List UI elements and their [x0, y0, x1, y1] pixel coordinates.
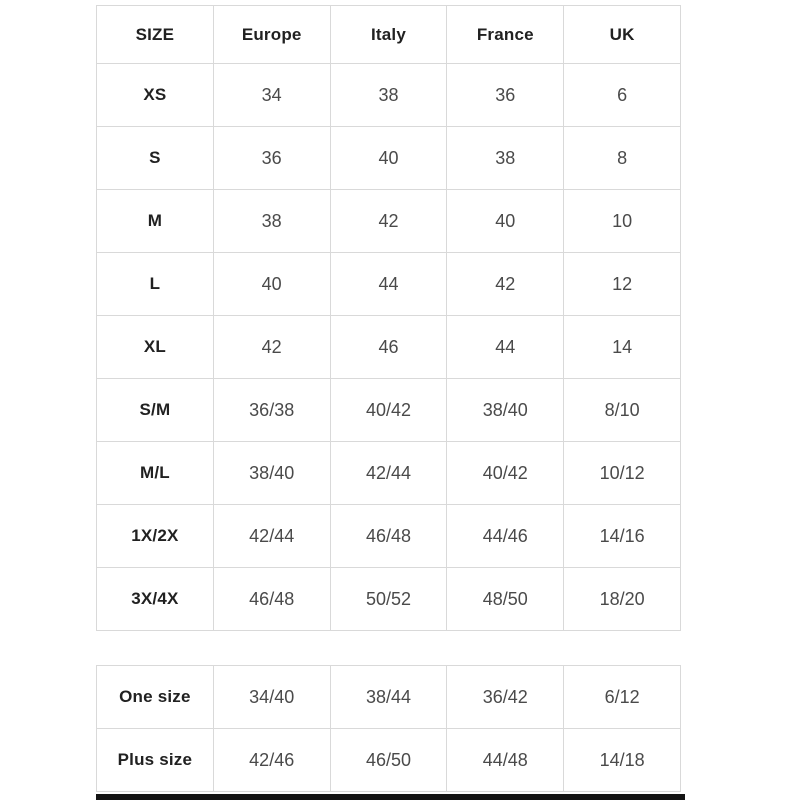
size-value-cell: 38/44 — [330, 666, 447, 729]
size-value-cell: 42 — [213, 316, 330, 379]
size-value-cell: 10 — [564, 190, 681, 253]
size-value-cell: 34 — [213, 64, 330, 127]
table-row-one-size — [97, 666, 681, 729]
size-value-cell: 14/16 — [564, 505, 681, 568]
table-row-xs — [97, 64, 681, 127]
size-value-cell: 40 — [330, 127, 447, 190]
size-value-cell: 38 — [330, 64, 447, 127]
size-value-cell: 38/40 — [447, 379, 564, 442]
table-row-m — [97, 190, 681, 253]
row-label-one-size: One size — [97, 666, 214, 729]
column-header-italy: Italy — [330, 6, 447, 64]
size-value-cell: 44/48 — [447, 729, 564, 792]
bottom-dark-bar — [96, 794, 685, 800]
size-value-cell: 42 — [330, 190, 447, 253]
size-conversion-table-special — [96, 665, 681, 792]
size-value-cell: 42/44 — [330, 442, 447, 505]
size-value-cell: 38 — [213, 190, 330, 253]
row-label-xs: XS — [97, 64, 214, 127]
size-value-cell: 14/18 — [564, 729, 681, 792]
size-value-cell: 8/10 — [564, 379, 681, 442]
size-value-cell: 38/40 — [213, 442, 330, 505]
size-value-cell: 18/20 — [564, 568, 681, 631]
size-value-cell: 40 — [213, 253, 330, 316]
header-row — [97, 6, 681, 64]
size-value-cell: 38 — [447, 127, 564, 190]
size-value-cell: 46/50 — [330, 729, 447, 792]
size-value-cell: 42/44 — [213, 505, 330, 568]
size-value-cell: 40/42 — [330, 379, 447, 442]
size-conversion-table-main — [96, 5, 681, 631]
size-value-cell: 40 — [447, 190, 564, 253]
row-label-1x-2x: 1X/2X — [97, 505, 214, 568]
size-value-cell: 36 — [213, 127, 330, 190]
size-value-cell: 42/46 — [213, 729, 330, 792]
row-label-s-m: S/M — [97, 379, 214, 442]
size-value-cell: 42 — [447, 253, 564, 316]
column-header-uk: UK — [564, 6, 681, 64]
size-value-cell: 46/48 — [213, 568, 330, 631]
size-value-cell: 34/40 — [213, 666, 330, 729]
size-value-cell: 8 — [564, 127, 681, 190]
column-header-france: France — [447, 6, 564, 64]
size-value-cell: 46/48 — [330, 505, 447, 568]
table-row-s — [97, 127, 681, 190]
table-row-1x-2x — [97, 505, 681, 568]
size-value-cell: 44/46 — [447, 505, 564, 568]
size-value-cell: 44 — [330, 253, 447, 316]
size-value-cell: 12 — [564, 253, 681, 316]
size-value-cell: 6 — [564, 64, 681, 127]
row-label-3x-4x: 3X/4X — [97, 568, 214, 631]
size-value-cell: 48/50 — [447, 568, 564, 631]
size-value-cell: 46 — [330, 316, 447, 379]
row-label-plus-size: Plus size — [97, 729, 214, 792]
size-value-cell: 44 — [447, 316, 564, 379]
table-row-xl — [97, 316, 681, 379]
column-header-size: SIZE — [97, 6, 214, 64]
size-value-cell: 36/42 — [447, 666, 564, 729]
size-value-cell: 40/42 — [447, 442, 564, 505]
size-value-cell: 10/12 — [564, 442, 681, 505]
row-label-l: L — [97, 253, 214, 316]
table-row-s-m — [97, 379, 681, 442]
row-label-s: S — [97, 127, 214, 190]
size-value-cell: 36/38 — [213, 379, 330, 442]
column-header-europe: Europe — [213, 6, 330, 64]
row-label-m-l: M/L — [97, 442, 214, 505]
row-label-xl: XL — [97, 316, 214, 379]
table-row-m-l — [97, 442, 681, 505]
size-value-cell: 50/52 — [330, 568, 447, 631]
row-label-m: M — [97, 190, 214, 253]
table-row-plus-size — [97, 729, 681, 792]
size-value-cell: 14 — [564, 316, 681, 379]
table-row-3x-4x — [97, 568, 681, 631]
table-row-l — [97, 253, 681, 316]
size-value-cell: 36 — [447, 64, 564, 127]
size-value-cell: 6/12 — [564, 666, 681, 729]
